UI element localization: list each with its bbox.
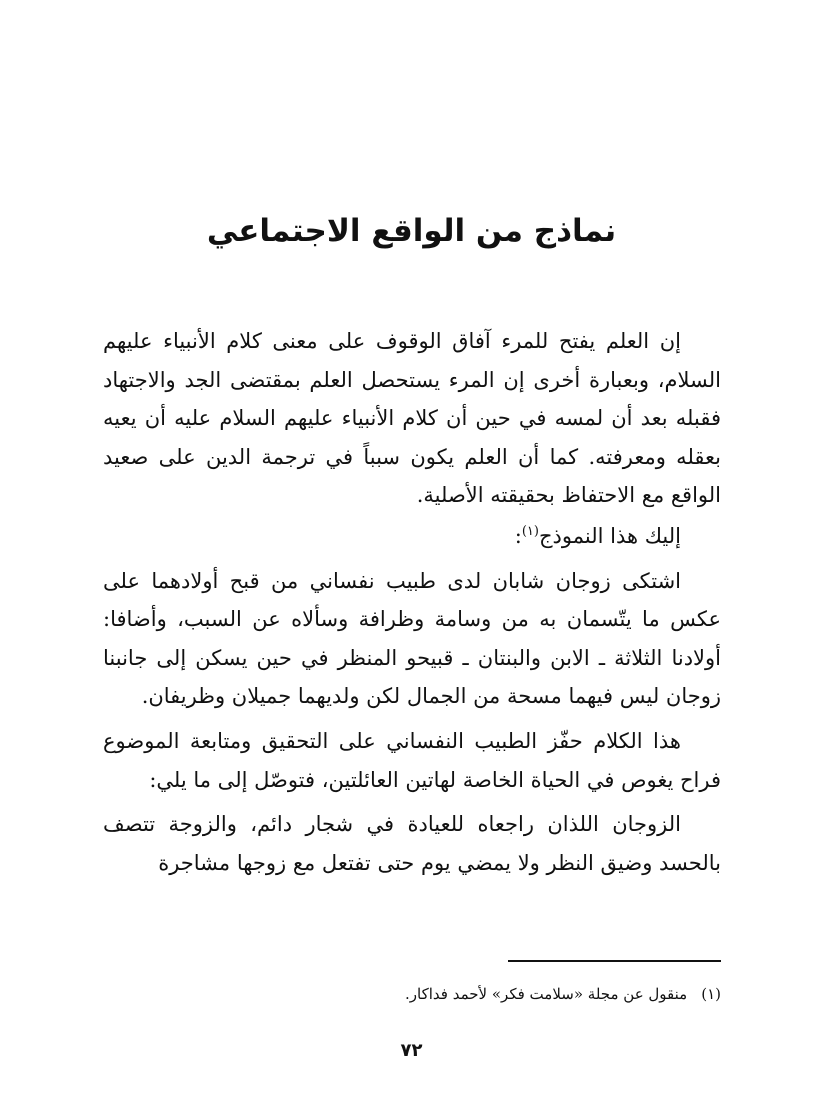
page-number: ٧٢ [400,1040,423,1061]
footnote-number: (١) [701,985,721,1003]
footnote-text: منقول عن مجلة «سلامت فكر» لأحمد فداكار. [405,985,688,1003]
footnote-divider [508,960,721,962]
paragraph-couple-complaint: اشتكى زوجان شابان لدى طبيب نفساني من قبح أولادهما على عكس ما يتّسمان به من وسامة وظرافة وسألاه عن السبب، وأضافا: أولادنا الثلاثة ـ الابن والبنتان ـ قبيحو المنظر في حين يسكن إلى جانبنا زوجان ليس فيهما مسحة من الجمال لكن ولديهما جميلان وظريفان. [103,568,721,709]
paragraph-couple-findings: الزوجان اللذان راجعاه للعيادة في شجار دائم، والزوجة تتصف بالحسد وضيق النظر ولا يمضي يوم حتى تفتعل مع زوجها مشاجرة [103,812,721,875]
chapter-title: نماذج من الواقع الاجتماعي [206,213,617,249]
paragraph-doctor-investigation: هذا الكلام حفّز الطبيب النفساني على التحقيق ومتابعة الموضوع فراح يغوص في الحياة الخاصة لهاتين العائلتين، فتوصّل إلى ما يلي: [103,728,721,792]
paragraph-intro-knowledge: إن العلم يفتح للمرء آفاق الوقوف على معنى كلام الأنبياء عليهم السلام، وبعبارة أخرى إن المرء يستحصل العلم بمقتضى الجد والاجتهاد فقبله بعد أن لمسه في حين أن كلام الأنبياء عليهم السلام عليه أن يعيه بعقله ومعرفته. كما أن العلم يكون سبباً في ترجمة الدين على صعيد الواقع مع الاحتفاظ بحقيقته الأصلية. [103,329,721,508]
example-intro-text: إليك هذا النموذج [538,523,681,548]
body-text [103,322,721,882]
footnote [103,982,721,1006]
paragraph-example-intro [103,517,721,556]
example-intro-colon: : [514,523,522,548]
footnote-reference: (١) [521,523,539,539]
